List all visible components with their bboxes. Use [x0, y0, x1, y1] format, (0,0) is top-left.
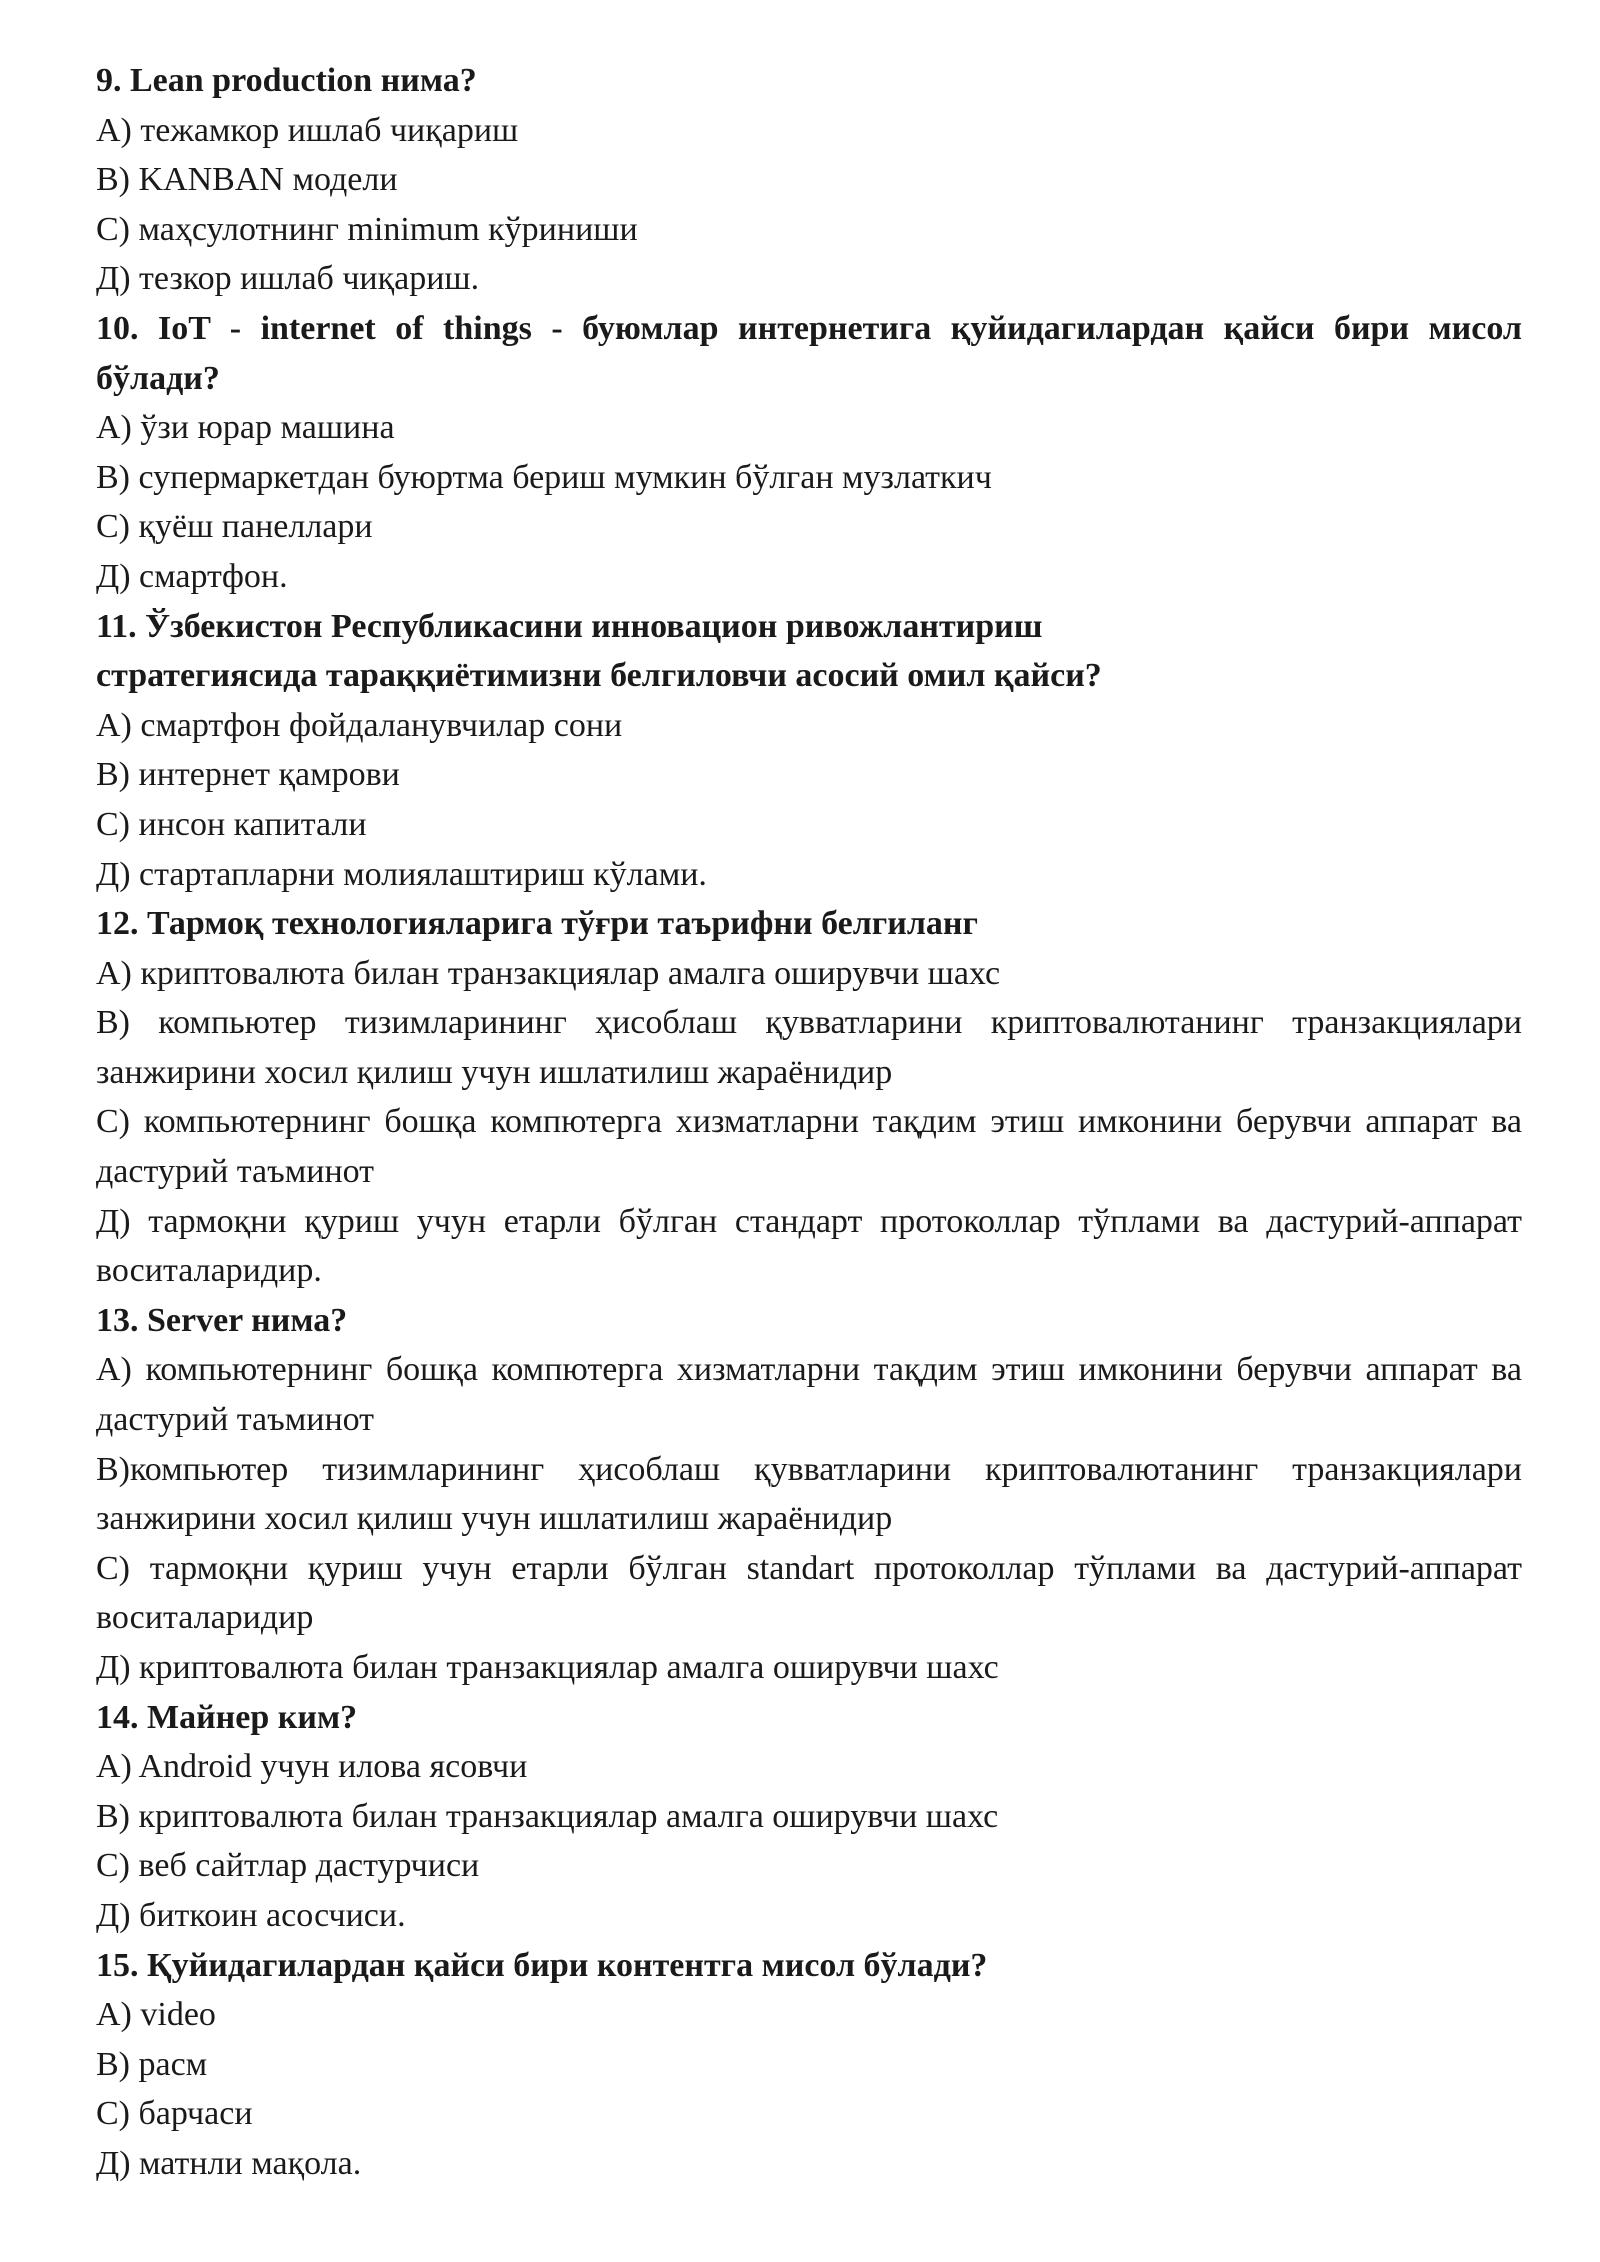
question-text: Lean production нима? — [130, 62, 477, 99]
answer-option: Д) смартфон. — [96, 557, 288, 595]
question-15 — [96, 1941, 1522, 2189]
answer-option: C) компьютернинг бошқа компютерга хизматларни тақдим этиш имконини берувчи аппарат ва дастурий таъминот — [96, 1103, 1522, 1191]
question-13 — [96, 1296, 1522, 1693]
question-heading — [96, 1296, 1522, 1346]
question-10 — [96, 304, 1522, 602]
answer-option: B)компьютер тизимларининг ҳисоблаш қувватларини криптовалютанинг транзакциялари занжирини хосил қилиш учун ишлатилиш жараёнидир — [96, 1450, 1522, 1538]
question-text: Server нима? — [147, 1301, 348, 1339]
question-12 — [96, 899, 1522, 1296]
answer-option: A) компьютернинг бошқа компютерга хизматларни тақдим этиш имконини берувчи аппарат ва дастурий таъминот — [96, 1351, 1522, 1439]
question-heading — [96, 1941, 1522, 1991]
answer-option: C) барчаси — [96, 2095, 253, 2133]
question-number: 12. — [96, 905, 139, 943]
document-page — [96, 56, 1522, 2189]
answer-option: A) video — [96, 1996, 216, 2034]
question-11 — [96, 602, 1522, 900]
question-number: 11. — [96, 607, 137, 645]
answer-option: Д) стартапларни молиялаштириш кўлами. — [96, 855, 707, 893]
question-number: 14. — [96, 1698, 139, 1736]
question-9 — [96, 56, 1522, 304]
answer-option: A) криптовалюта билан транзакциялар амалга оширувчи шахс — [96, 954, 1001, 992]
answer-option: B) интернет қамрови — [96, 756, 400, 794]
answer-option: A) тежамкор ишлаб чиқариш — [96, 111, 519, 149]
question-text: IoT - internet of things - буюмлар интернетига қуйидагилардан қайси бири мисол бўлади? — [96, 309, 1522, 397]
answer-option: Д) матнли мақола. — [96, 2144, 362, 2182]
answer-option: C) веб сайтлар дастурчиси — [96, 1847, 480, 1885]
answer-option: B) супермаркетдан буюртма бериш мумкин бўлган музлаткич — [96, 458, 992, 496]
answer-option: B) KANBAN модели — [96, 161, 398, 199]
answer-option: B) расм — [96, 2045, 208, 2083]
question-heading — [96, 1693, 1522, 1743]
question-number: 15. — [96, 1946, 139, 1984]
question-number: 10. — [96, 309, 139, 347]
answer-option: Д) тезкор ишлаб чиқариш. — [96, 260, 480, 298]
answer-option: A) ўзи юрар машина — [96, 409, 395, 447]
question-text: Қуйидагилардан қайси бири контентга мисол бўлади? — [147, 1946, 988, 1984]
question-text: Майнер ким? — [147, 1698, 358, 1736]
question-heading — [96, 602, 1226, 701]
question-heading — [96, 304, 1522, 403]
question-text: Тармоқ технологияларига тўғри таърифни белгиланг — [147, 905, 978, 943]
question-heading — [96, 899, 1522, 949]
question-number: 13. — [96, 1301, 139, 1339]
answer-option: A) смартфон фойдаланувчилар сони — [96, 706, 623, 744]
answer-option: B) компьютер тизимларининг ҳисоблаш қувватларини криптовалютанинг транзакциялари занжирини хосил қилиш учун ишлатилиш жараёнидир — [96, 1004, 1522, 1091]
answer-option: Д) криптовалюта билан транзакциялар амалга оширувчи шахс — [96, 1649, 999, 1686]
answer-option: C) маҳсулотнинг minimum кўриниши — [96, 210, 638, 248]
answer-option: B) криптовалюта билан транзакциялар амалга оширувчи шахс — [96, 1797, 999, 1835]
answer-option: A) Android учун илова ясовчи — [96, 1748, 528, 1786]
question-number: 9. — [96, 62, 122, 99]
answer-option: C) инсон капитали — [96, 805, 367, 843]
question-text: Ўзбекистон Республикасини инновацион ривожлантириш стратегиясида тараққиётимизни белгиловчи асосий омил қайси? — [96, 607, 1102, 695]
answer-option: C) тармоқни қуриш учун етарли бўлган standart протоколлар тўплами ва дастурий-аппарат воситаларидир — [96, 1549, 1522, 1637]
answer-option: Д) биткоин асосчиси. — [96, 1896, 406, 1934]
answer-option: Д) тармоқни қуриш учун етарли бўлган стандарт протоколлар тўплами ва дастурий-аппарат воситаларидир. — [96, 1202, 1522, 1290]
question-heading — [96, 56, 1522, 106]
answer-option: C) қуёш панеллари — [96, 508, 373, 546]
question-14 — [96, 1693, 1522, 1941]
